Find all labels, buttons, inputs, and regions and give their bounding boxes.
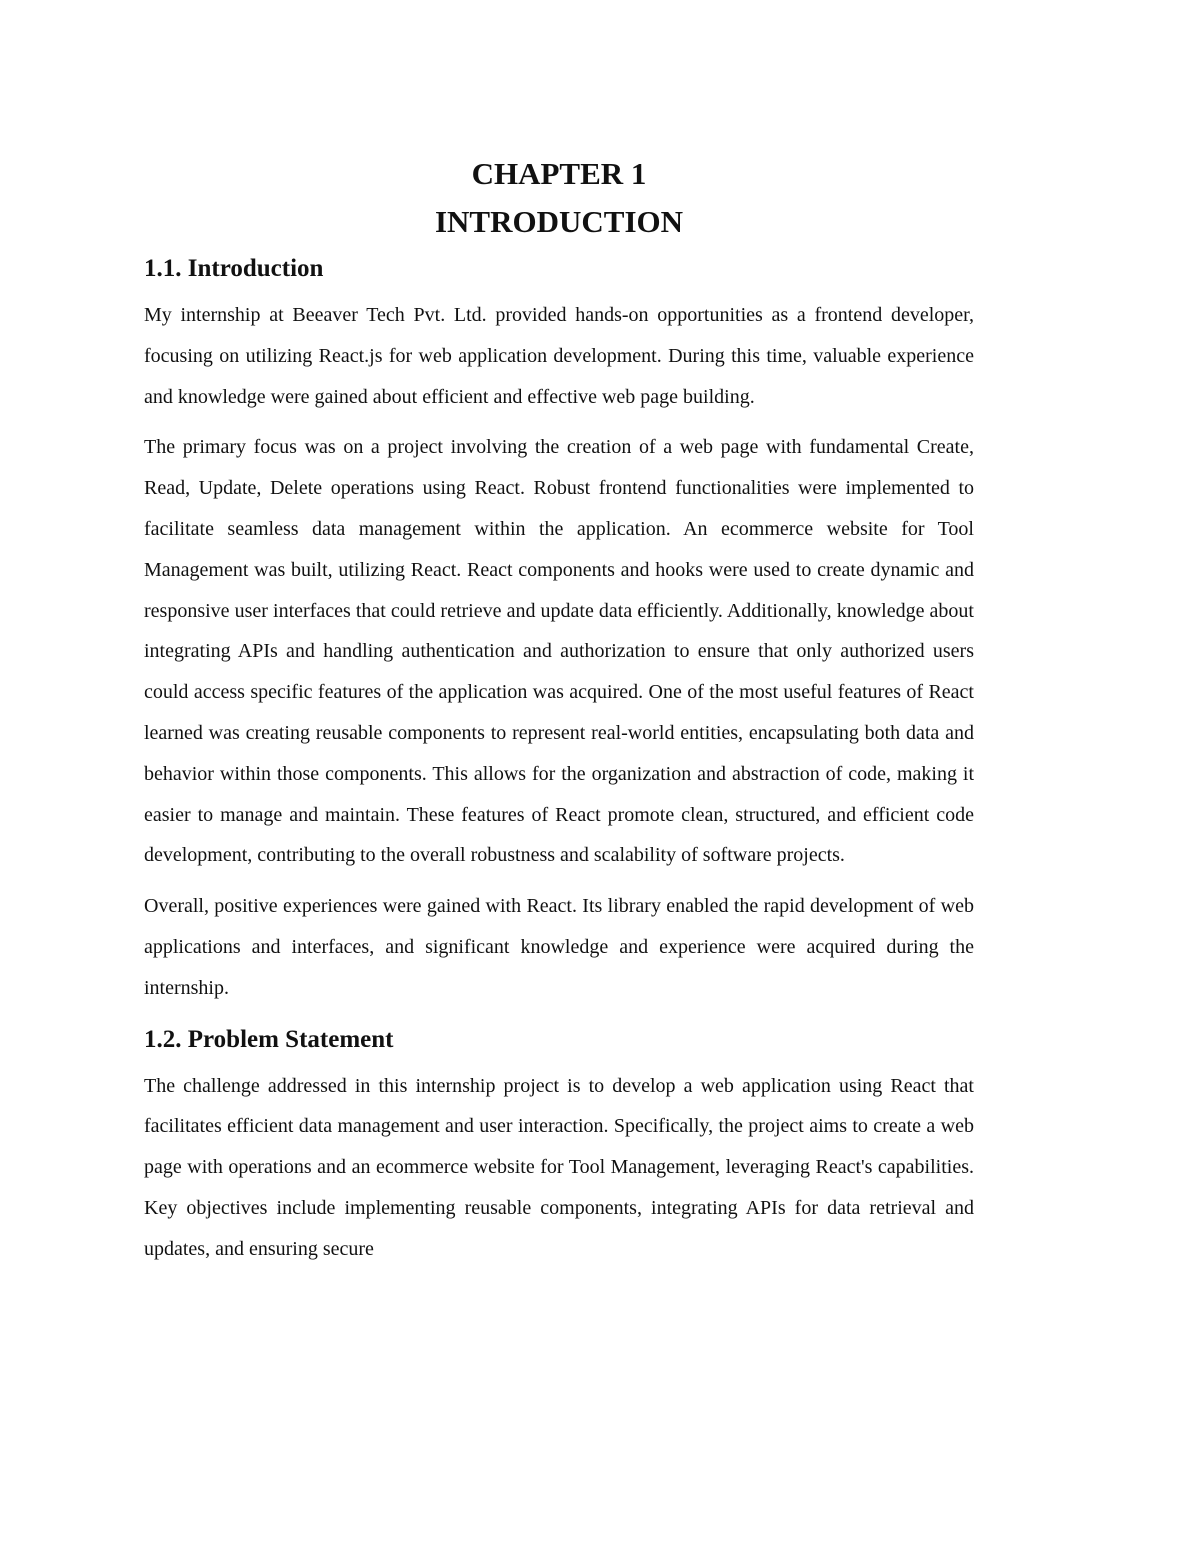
introduction-paragraph-1: My internship at Beeaver Tech Pvt. Ltd. provided hands-on opportunities as a frontend developer, focusing on utilizing React.js for web application development. During this time, valuable experience and knowledge were gained about efficient and effective web page building.: [144, 304, 974, 408]
introduction-section: [144, 256, 974, 1009]
introduction-heading: 1.1. Introduction: [144, 255, 324, 282]
problem-statement-heading: 1.2. Problem Statement: [144, 1025, 394, 1053]
chapter-title: INTRODUCTION: [434, 204, 684, 239]
problem-statement-section: [144, 1027, 974, 1270]
chapter-content: [144, 150, 974, 1270]
problem-statement-paragraph: The challenge addressed in this internship project is to develop a web application using React that facilitates efficient data management and user interaction. Specifically, the project aims to create a web page with operations and an ecommerce website for Tool Management, leveraging React's capabilities. Key objectives include implementing reusable components, integrating APIs for data retrieval and updates, and ensuring secure: [144, 1074, 974, 1260]
chapter-number: CHAPTER 1: [471, 156, 647, 191]
introduction-paragraph-3: Overall, positive experiences were gained with React. Its library enabled the rapid development of web applications and interfaces, and significant knowledge and experience were acquired during the internship.: [144, 895, 974, 999]
introduction-paragraph-2: The primary focus was on a project involving the creation of a web page with fundamental Create, Read, Update, Delete operations using React. Robust frontend functionalities were implemented to facilitate seamless data management within the application. An ecommerce website for Tool Management was built, utilizing React. React components and hooks were used to create dynamic and responsive user interfaces that could retrieve and update data efficiently. Additionally, knowledge about integrating APIs and handling authentication and authorization to ensure that only authorized users could access specific features of the application was acquired. One of the most useful features of React learned was creating reusable components to represent real-world entities, encapsulating both data and behavior within those components. This allows for the organization and abstraction of code, making it easier to manage and maintain. These features of React promote clean, structured, and efficient code development, contributing to the overall robustness and scalability of software projects.: [144, 436, 974, 867]
